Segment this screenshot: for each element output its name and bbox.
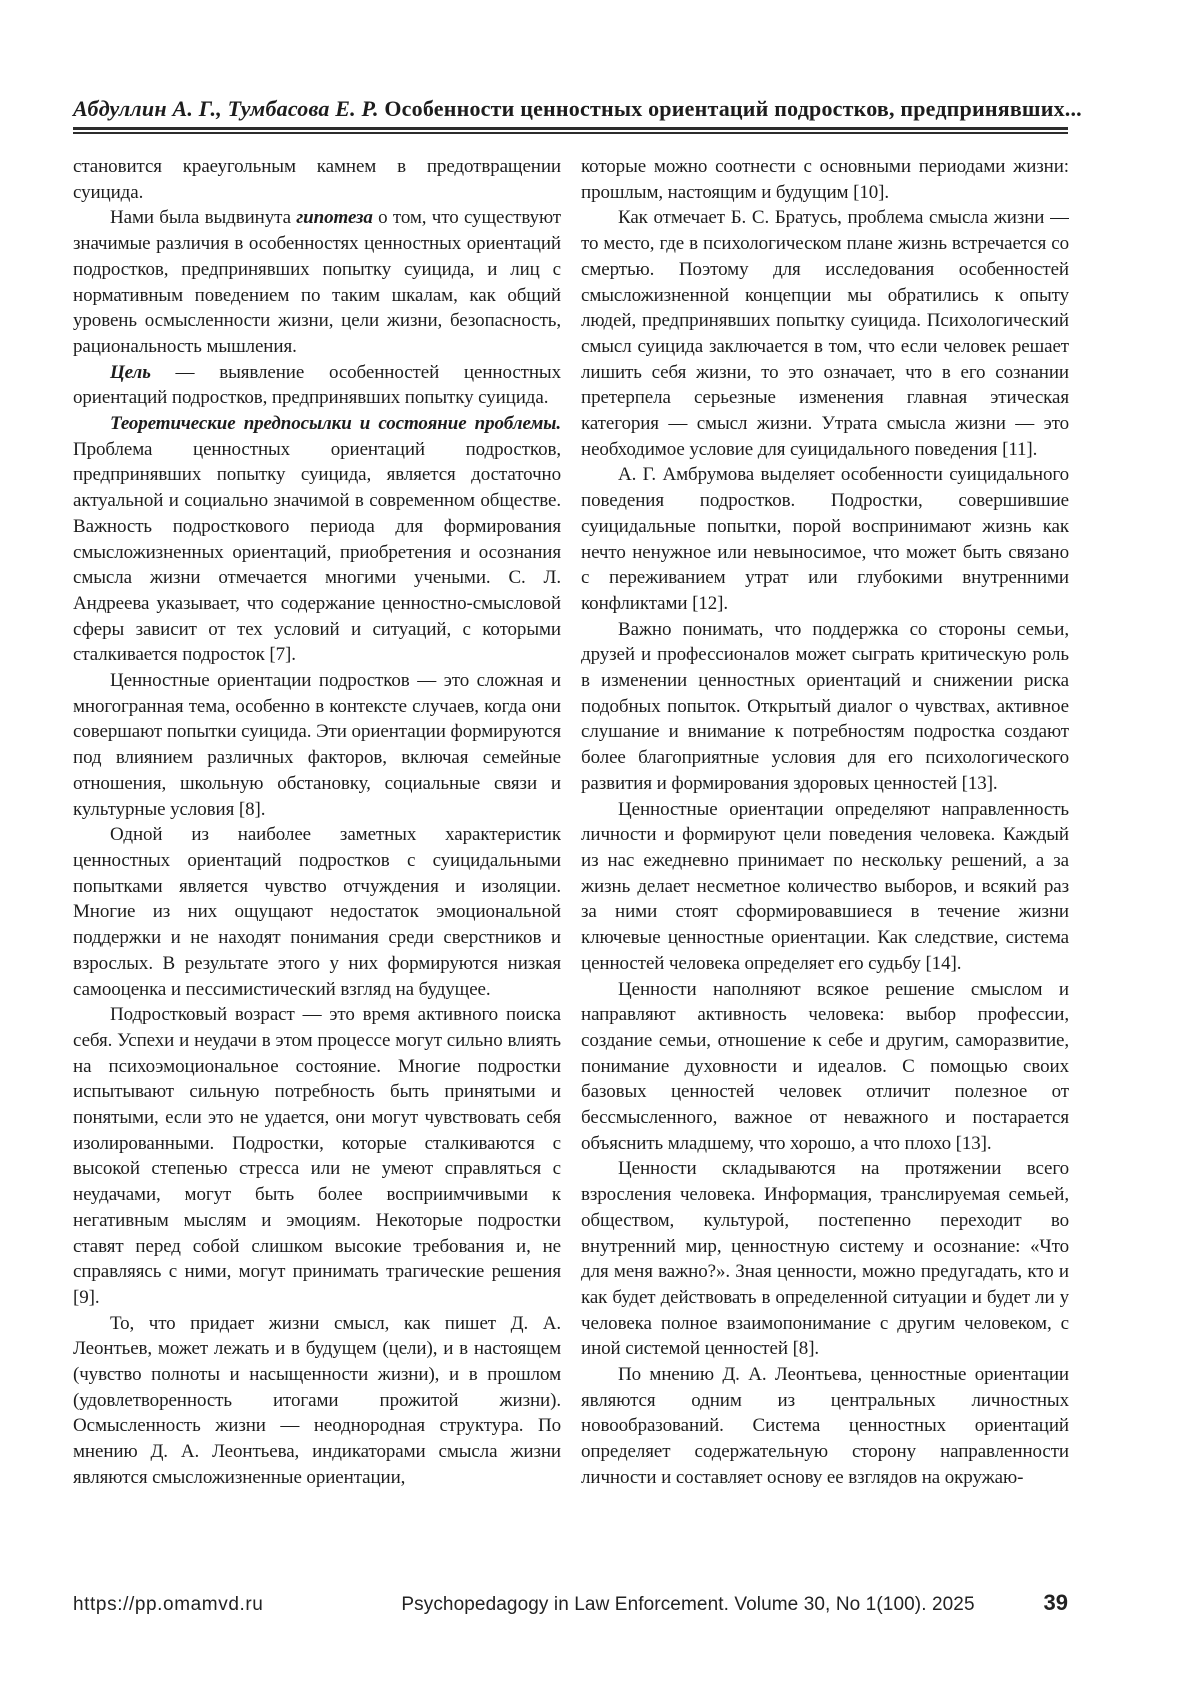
footer-page-number: 39	[1043, 1590, 1068, 1615]
emphasis-text: Цель	[110, 361, 151, 383]
body-text: Ценности наполняют всякое решение смыслом и направляют активность человека: выбор профессии, создание семьи, отношение к себе и другим, саморазвитие, понимание духовности и идеалов. С помощью своих базовых ценностей человек отличит полезное от бессмысленного, важное от неважного и постарается объяснить младшему, что хорошо, а что плохо [13].	[581, 978, 1069, 1154]
body-text: Важно понимать, что поддержка со стороны семьи, друзей и профессионалов может сыграть критическую роль в изменении ценностных ориентаций и снижении риска подобных попыток. Открытый диалог о чувствах, активное слушание и внимание к потребностям подростка создают более благоприятные условия для его психологического развития и формирования здоровых ценностей [13].	[581, 618, 1069, 794]
paragraph	[581, 1362, 1069, 1491]
emphasis-text: Теоретические предпосылки и состояние проблемы.	[110, 413, 561, 435]
running-head	[73, 96, 1082, 122]
paragraph	[73, 360, 561, 411]
paragraph	[581, 154, 1069, 205]
paragraph	[73, 822, 561, 1002]
body-text: То, что придает жизни смысл, как пишет Д. А. Леонтьев, может лежать и в будущем (цели), и в настоящем (чувство полноты и насыщенности жизни), и в прошлом (удовлетворенность итогами прожитой жизни). Осмысленность жизни — неоднородная структура. По мнению Д. А. Леонтьева, индикаторами смысла жизни являются смысложизненные ориентации,	[73, 1312, 561, 1488]
body-text: Нами была выдвинута	[110, 207, 297, 229]
body-text: А. Г. Амбрумова выделяет особенности суицидального поведения подростков. Подростки, совершившие суицидальные попытки, порой воспринимают жизнь как нечто ненужное или невыносимое, что может быть связано с переживанием утрат или глубокими внутренними конфликтами [12].	[581, 464, 1069, 614]
body-text: Подростковый возраст — это время активного поиска себя. Успехи и неудачи в этом процессе могут сильно влиять на психоэмоциональное состояние. Многие подростки испытывают сильную потребность быть принятыми и понятыми, если это не удается, они могут чувствовать себя изолированными. Подростки, которые сталкиваются с высокой степенью стресса или не умеют справляться с неудачами, могут быть более восприимчивыми к негативным мыслям и эмоциям. Некоторые подростки ставят перед собой слишком высокие требования и, не справляясь с ними, могут принимать трагические решения [9].	[73, 1004, 561, 1308]
running-head-authors: Абдуллин А. Г., Тумбасова Е. Р.	[73, 96, 379, 121]
body-text: Проблема ценностных ориентаций подростков, предпринявших попытку суицида, является достаточно актуальной и социально значимой в современном обществе. Важность подросткового периода для формирования смысложизненных ориентаций, приобретения и осознания смысла жизни отмечается многими учеными. С. Л. Андреева указывает, что содержание ценностно-смысловой сферы зависит от тех условий и ситуаций, с которыми сталкивается подросток [7].	[73, 438, 561, 666]
running-head-title: Особенности ценностных ориентаций подростков, предпринявших...	[378, 96, 1082, 121]
paragraph	[73, 411, 561, 668]
body-text: Ценностные ориентации определяют направленность личности и формируют цели поведения человека. Каждый из нас ежедневно принимает по нескольку решений, а за жизнь делает несметное количество выборов, и всякий раз за ними стоят сформировавшиеся в течение жизни ключевые ценностные ориентации. Как следствие, система ценностей человека определяет его судьбу [14].	[581, 798, 1069, 974]
emphasis-text: гипотеза	[296, 207, 373, 229]
body-text: — выявление особенностей ценностных ориентаций подростков, предпринявших попытку суицида.	[73, 361, 561, 409]
body-text: Ценностные ориентации подростков — это сложная и многогранная тема, особенно в контексте случаев, когда они совершают попытки суицида. Эти ориентации формируются под влиянием различных факторов, включая семейные отношения, школьную обстановку, социальные связи и культурные условия [8].	[73, 670, 561, 820]
header-double-rule	[73, 127, 1068, 134]
footer-journal-title: Psychopedagogy in Law Enforcement. Volume 30, No 1(100). 2025	[401, 1594, 975, 1615]
paragraph	[73, 154, 561, 205]
text-column-right	[581, 154, 1069, 1491]
paragraph	[581, 462, 1069, 616]
body-text: Как отмечает Б. С. Братусь, проблема смысла жизни — то место, где в психологическом плане жизнь встречается со смертью. Поэтому для исследования особенностей смысложизненной концепции мы обратились к опыту людей, предпринявших попытку суицида. Психологический смысл суицида заключается в том, что если человек решает лишить себя жизни, то это означает, что в его сознании претерпела серьезные изменения главная этическая категория — смысл жизни. Утрата смысла жизни — это необходимое условие для суицидального поведения [11].	[581, 207, 1069, 460]
paragraph	[581, 205, 1069, 462]
paragraph	[581, 617, 1069, 797]
paragraph	[581, 977, 1069, 1157]
paragraph	[73, 1311, 561, 1491]
body-text: По мнению Д. А. Леонтьева, ценностные ориентации являются одним из центральных личностных новообразований. Система ценностных ориентаций определяет содержательную сторону направленности личности и составляет основу ее взглядов на окружаю-	[581, 1364, 1069, 1488]
body-text: о том, что существуют значимые различия в особенностях ценностных ориентаций подростков, предпринявших попытку суицида, и лиц с нормативным поведением по таким шкалам, как общий уровень осмысленности жизни, цели жизни, безопасность, рациональность мышления.	[73, 207, 561, 357]
paragraph	[581, 797, 1069, 977]
body-text: Одной из наиболее заметных характеристик ценностных ориентаций подростков с суицидальными попытками является чувство отчуждения и изоляции. Многие из них ощущают недостаток эмоциональной поддержки и не находят понимания среди сверстников и взрослых. В результате этого у них формируются низкая самооценка и пессимистический взгляд на будущее.	[73, 824, 561, 1000]
body-text: Ценности складываются на протяжении всего взросления человека. Информация, транслируемая семьей, обществом, культурой, постепенно переходит во внутренний мир, ценностную систему и осознание: «Что для меня важно?». Зная ценности, можно предугадать, кто и как будет действовать в определенной ситуации и будет ли у человека полное взаимопонимание с другим человеком, с иной системой ценностей [8].	[581, 1158, 1069, 1360]
paragraph	[73, 205, 561, 359]
body-text: которые можно соотнести с основными периодами жизни: прошлым, настоящим и будущим [10].	[581, 156, 1069, 203]
paragraph	[73, 1002, 561, 1310]
footer-url: https://pp.omamvd.ru	[73, 1594, 264, 1615]
text-column-left	[73, 154, 561, 1491]
body-text: становится краеугольным камнем в предотвращении суицида.	[73, 156, 561, 203]
page-footer	[73, 1590, 1068, 1616]
paragraph	[581, 1156, 1069, 1362]
article-body	[73, 154, 1069, 1491]
paragraph	[73, 668, 561, 822]
